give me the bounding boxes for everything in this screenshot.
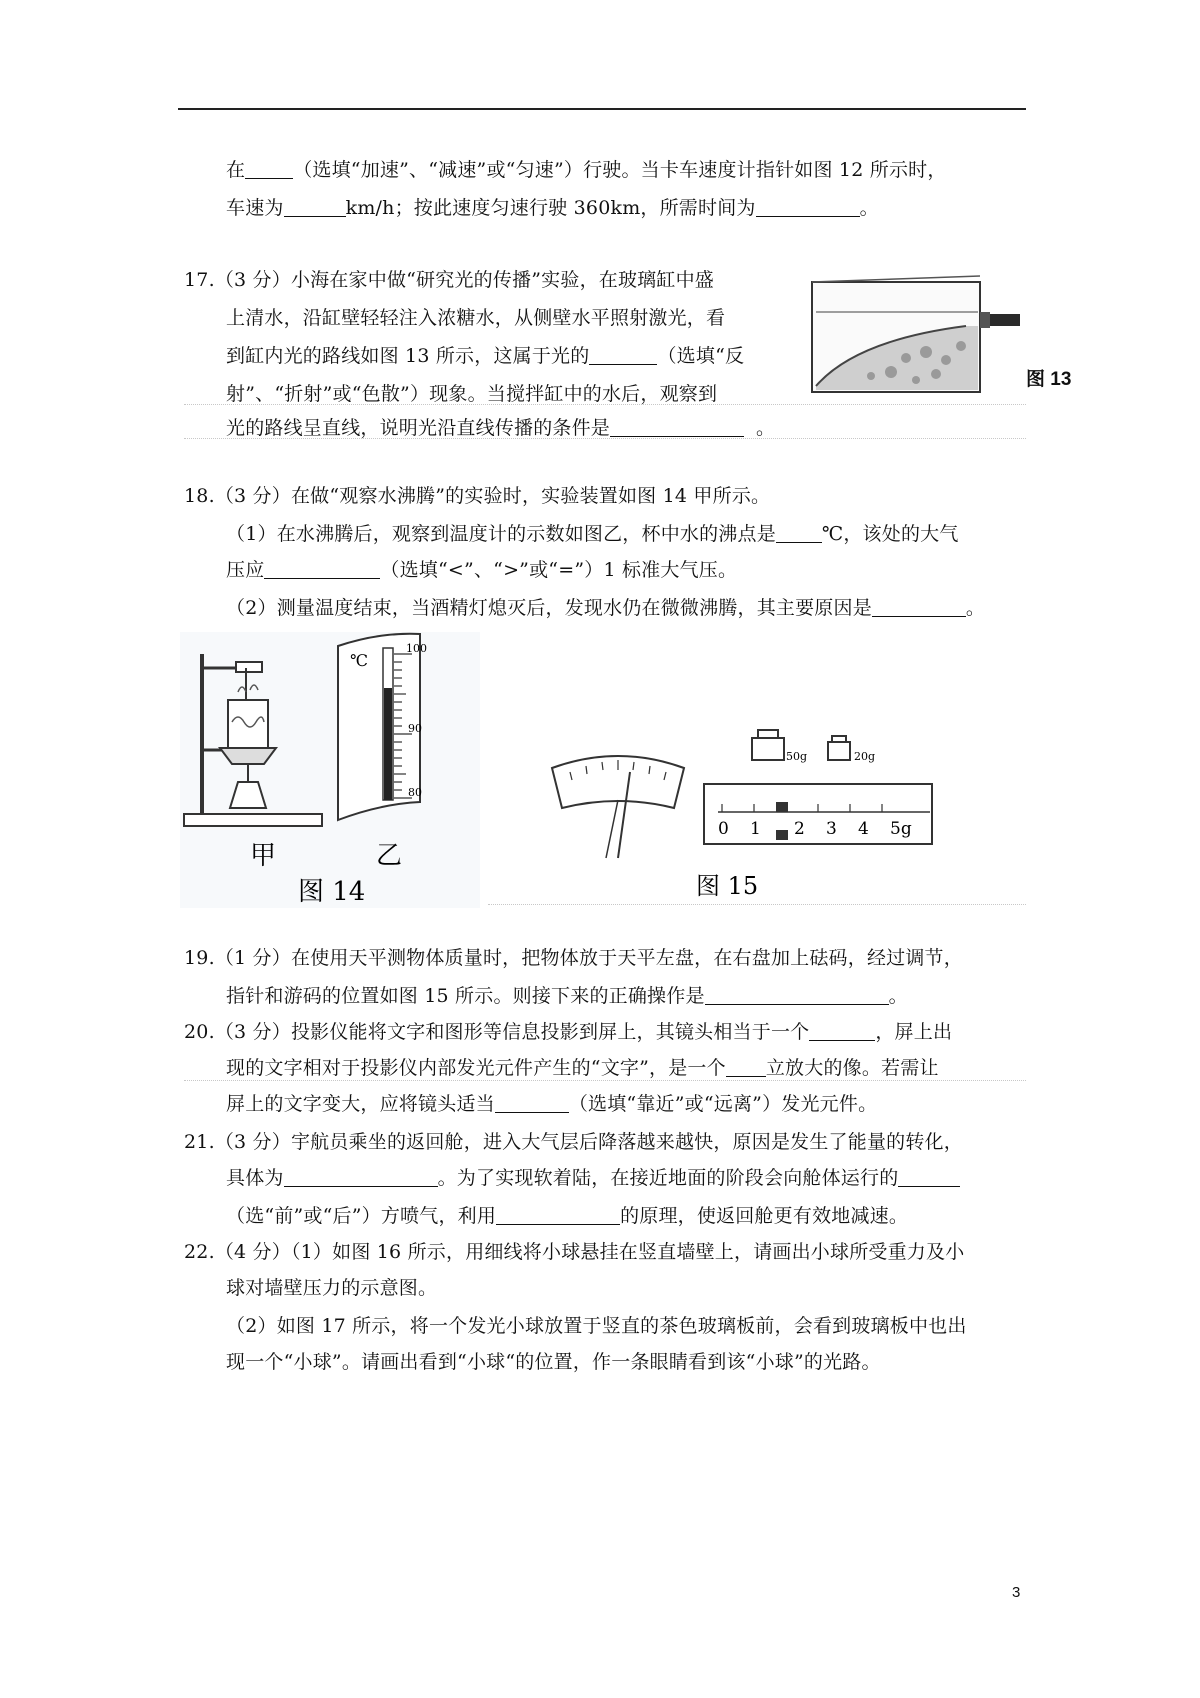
dotted-rule [184, 404, 1026, 405]
q18-line3 [226, 558, 737, 582]
q17-line4: 射”、“折射”或“色散”）现象。当搅拌缸中的水后，观察到 [226, 383, 718, 405]
q17-text: （选填“反 [657, 345, 745, 367]
q16-text: （选填“加速”、“减速”或“匀速”）行驶。当卡车速度计指针如图 12 所示时， [293, 159, 947, 181]
q20-text: 立放大的像。若需让 [765, 1057, 939, 1079]
q18-text: （2）测量温度结束，当酒精灯熄灭后，发现水仍在微微沸腾，其主要原因是 [226, 597, 872, 619]
q19-line1: 19.（1 分）在使用天平测物体质量时，把物体放于天平左盘，在右盘加上砝码，经过调节， [184, 947, 963, 969]
q17-text: 。 [756, 417, 776, 439]
q17-text: 光的路线呈直线，说明光沿直线传播的条件是 [226, 417, 611, 439]
q21-text: （选“前”或“后”）方喷气，利用 [226, 1205, 497, 1227]
weight-20g: 20g [854, 750, 876, 763]
q21-text: 。为了实现软着陆，在接近地面的阶段会向舱体运行的 [437, 1167, 899, 1189]
q22-line4: 现一个“小球”。请画出看到“小球“的位置，作一条眼睛看到该“小球”的光路。 [226, 1351, 881, 1373]
label-jia: 甲 [250, 841, 277, 871]
q16-text: 在 [226, 159, 246, 181]
q20-line2 [226, 1056, 939, 1080]
q17-line1: 17.（3 分）小海在家中做“研究光的传播”实验，在玻璃缸中盛 [184, 269, 714, 291]
q21-line3 [226, 1204, 908, 1228]
q17-line5 [226, 416, 775, 440]
dotted-rule [184, 1080, 1026, 1081]
figure-14 [180, 632, 480, 908]
q17-line2: 上清水，沿缸壁轻轻注入浓糖水，从侧壁水平照射激光，看 [226, 307, 726, 329]
thermometer-unit: ℃ [350, 651, 368, 670]
dotted-rule [488, 904, 1026, 905]
weight-50g: 50g [786, 750, 808, 763]
figure-13-caption: 图 13 [1026, 369, 1072, 390]
q18-text: 压应 [226, 559, 265, 581]
answer-blank[interactable] [872, 598, 966, 617]
answer-blank[interactable] [589, 346, 657, 365]
q20-line1 [184, 1020, 952, 1044]
q16-text: 。 [859, 197, 879, 219]
figure-15-caption: 图 15 [696, 872, 759, 900]
q20-text: 现的文字相对于投影仪内部发光元件产生的“文字”，是一个 [226, 1057, 726, 1079]
q20-line3 [226, 1092, 877, 1116]
answer-blank[interactable] [245, 160, 293, 179]
q18-line4 [226, 596, 985, 620]
answer-blank[interactable] [809, 1022, 875, 1041]
q22-line1: 22.（4 分）（1）如图 16 所示，用细线将小球悬挂在竖直墙壁上，请画出小球所受重力及小 [184, 1241, 965, 1263]
q16-text: 车速为 [226, 197, 284, 219]
q16-line1 [226, 158, 947, 182]
scale-label: 4 [858, 819, 869, 839]
q20-text: 屏上的文字变大，应将镜头适当 [226, 1093, 495, 1115]
q22-line2: 球对墙壁压力的示意图。 [226, 1277, 438, 1299]
answer-blank[interactable] [284, 1168, 438, 1187]
q19-text: 。 [888, 985, 908, 1007]
q16-text: km/h；按此速度匀速行驶 360km，所需时间为 [345, 197, 756, 219]
answer-blank[interactable] [898, 1168, 960, 1187]
q21-text: 具体为 [226, 1167, 284, 1189]
q21-text: 的原理，使返回舱更有效地减速。 [620, 1205, 909, 1227]
q18-text: ℃，该处的大气 [821, 523, 959, 545]
label-yi: 乙 [376, 841, 403, 871]
q20-text: （选填“靠近”或“远离”）发光元件。 [568, 1093, 878, 1115]
q17-line3 [226, 344, 744, 368]
answer-blank[interactable] [726, 1058, 766, 1077]
dotted-rule [184, 438, 1026, 439]
q20-text: ，屏上出 [875, 1021, 953, 1043]
q17-text: 到缸内光的路线如图 13 所示，这属于光的 [226, 345, 590, 367]
answer-blank[interactable] [496, 1206, 620, 1225]
scale-label: 0 [718, 819, 729, 839]
figure-15 [548, 708, 948, 904]
q18-line1: 18.（3 分）在做“观察水沸腾”的实验时，实验装置如图 14 甲所示。 [184, 485, 771, 507]
q18-text: 。 [965, 597, 986, 619]
scale-label: 1 [750, 819, 761, 839]
answer-blank[interactable] [284, 198, 346, 217]
scale-label: 2 [794, 819, 805, 839]
scale-label: 5g [890, 819, 912, 839]
header-rule [178, 108, 1026, 110]
q20-text: 20.（3 分）投影仪能将文字和图形等信息投影到屏上，其镜头相当于一个 [184, 1021, 810, 1043]
q21-line1: 21.（3 分）宇航员乘坐的返回舱，进入大气层后降落越来越快，原因是发生了能量的转化， [184, 1131, 963, 1153]
figure-13-tank [796, 268, 1022, 400]
q19-line2 [226, 984, 908, 1008]
q16-line2 [226, 196, 879, 220]
answer-blank[interactable] [756, 198, 860, 217]
thermometer-label: 100 [406, 642, 427, 655]
q21-line2 [226, 1166, 960, 1190]
q22-line3: （2）如图 17 所示，将一个发光小球放置于竖直的茶色玻璃板前，会看到玻璃板中也出 [226, 1315, 967, 1337]
answer-blank[interactable] [495, 1094, 569, 1113]
q18-line2 [226, 522, 959, 546]
answer-blank[interactable] [776, 524, 822, 543]
answer-blank[interactable] [264, 560, 380, 579]
thermometer-label: 90 [408, 722, 422, 735]
q19-text: 指针和游码的位置如图 15 所示。则接下来的正确操作是 [226, 985, 705, 1007]
answer-blank[interactable] [705, 986, 889, 1005]
page-number: 3 [1012, 1584, 1021, 1601]
q18-text: （1）在水沸腾后，观察到温度计的示数如图乙，杯中水的沸点是 [226, 523, 776, 545]
figure-14-caption: 图 14 [298, 877, 366, 907]
answer-blank[interactable] [610, 418, 744, 437]
scale-label: 3 [826, 819, 837, 839]
thermometer-label: 80 [408, 786, 422, 799]
q18-text: （选填“<”、“>”或“=”）1 标准大气压。 [380, 559, 738, 581]
